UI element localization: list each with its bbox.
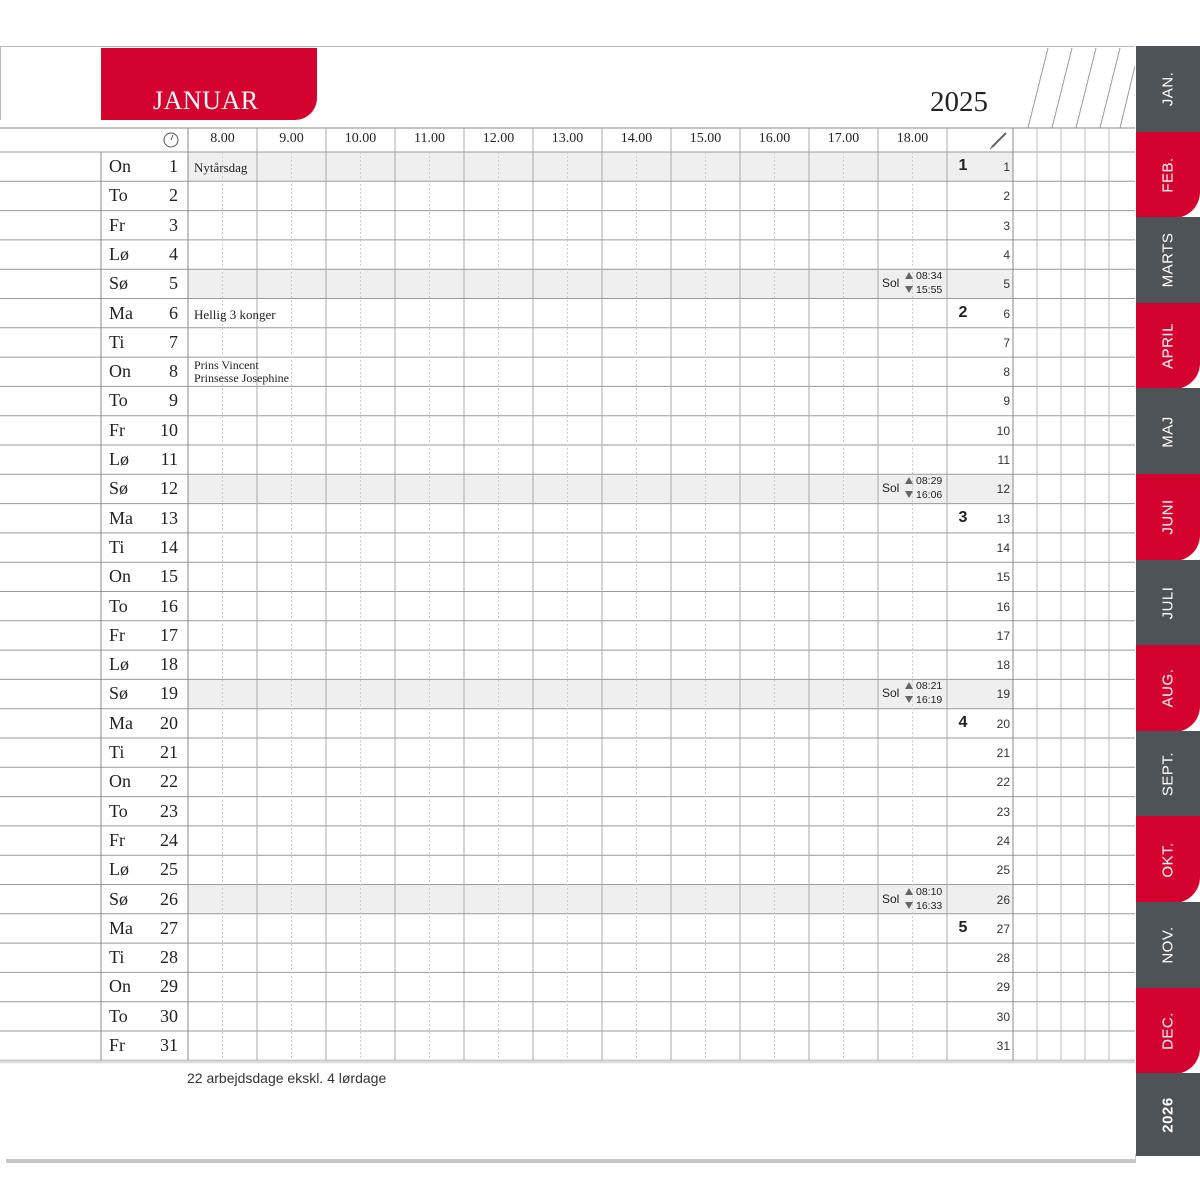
weekday-label: Lø [109, 449, 129, 469]
sunset-time: 15:55 [916, 284, 943, 297]
row-day-number: 30 [996, 1009, 1010, 1024]
row-day-number: 8 [1003, 365, 1010, 380]
hour-label: 12.00 [482, 131, 515, 146]
day-number: 26 [160, 888, 178, 909]
sunset-time: 16:06 [916, 489, 943, 502]
weekday-label: Fr [109, 624, 126, 645]
sunrise-time: 08:21 [916, 680, 943, 693]
month-tab-maj[interactable] [1136, 388, 1200, 475]
hour-label: 18.00 [896, 131, 929, 146]
day-number: 28 [160, 947, 178, 968]
week-number: 3 [958, 508, 968, 526]
weekday-label: Ti [109, 742, 125, 762]
day-number: 16 [160, 595, 178, 616]
day-note: Hellig 3 konger [194, 306, 276, 322]
weekday-label: Ma [109, 507, 133, 528]
sunrise-icon [905, 477, 913, 484]
row-day-number: 25 [996, 863, 1010, 878]
row-day-number: 24 [996, 833, 1010, 848]
sunrise-icon [905, 272, 913, 279]
month-tab-label: DEC. [1159, 1011, 1177, 1050]
month-tab-feb[interactable] [1136, 132, 1200, 219]
hour-label: 14.00 [620, 131, 653, 146]
month-tab-label: APRIL [1159, 323, 1177, 370]
row-day-number: 14 [996, 540, 1010, 555]
sun-times [880, 885, 946, 914]
day-number: 23 [160, 800, 178, 821]
month-tab-label: FEB. [1159, 157, 1177, 193]
row-day-number: 19 [996, 687, 1010, 702]
sunset-icon [905, 696, 913, 703]
day-number: 15 [160, 566, 178, 587]
month-tab-label: JUNI [1159, 499, 1177, 535]
day-number: 31 [160, 1035, 178, 1055]
row-day-number: 26 [996, 892, 1010, 907]
sunset-icon [905, 286, 913, 293]
day-number: 12 [160, 478, 178, 499]
weekday-label: Lø [109, 243, 129, 264]
month-tab-dec[interactable] [1136, 988, 1200, 1075]
month-title: JANUAR [153, 86, 259, 115]
day-number: 21 [160, 742, 178, 762]
month-tab-marts[interactable] [1136, 217, 1200, 304]
pencil-icon [990, 133, 1006, 149]
bottom-rule [0, 1060, 1135, 1063]
weekday-label: To [109, 800, 128, 821]
day-number: 20 [160, 712, 178, 733]
month-tab-sept[interactable] [1136, 731, 1200, 818]
hour-label: 17.00 [827, 131, 860, 146]
sunset-time: 16:33 [916, 899, 943, 912]
sunrise-time: 08:34 [916, 270, 943, 283]
row-day-number: 27 [996, 921, 1010, 936]
weekday-label: On [109, 156, 131, 176]
row-day-number: 22 [996, 775, 1010, 790]
row-day-number: 1 [1003, 160, 1010, 174]
hour-label: 8.00 [210, 131, 235, 146]
week-number: 5 [958, 918, 968, 936]
row-day-number: 18 [996, 658, 1010, 673]
day-number: 17 [160, 624, 178, 645]
sun-times [880, 269, 946, 298]
weekday-label: Fr [109, 419, 126, 440]
day-number: 18 [160, 654, 178, 675]
weekday-label: Ma [109, 712, 133, 733]
sun-label: Sol [882, 481, 900, 496]
day-number: 27 [160, 917, 178, 938]
row-day-number: 23 [996, 804, 1010, 819]
row-day-number: 16 [996, 599, 1010, 614]
month-tab-label: SEPT. [1159, 752, 1177, 797]
day-number: 14 [160, 536, 178, 557]
month-tab-label: OKT. [1159, 842, 1177, 878]
weekday-label: To [109, 1005, 128, 1026]
note-line: Prinsesse Josephine [194, 371, 289, 386]
weekday-label: Ti [109, 331, 125, 352]
weekday-label: Sø [109, 683, 129, 704]
month-tab-label: 2026 [1159, 1096, 1177, 1133]
weekday-label: To [109, 185, 128, 206]
day-number: 4 [169, 243, 178, 264]
day-number: 30 [160, 1005, 178, 1026]
note-line: Prins Vincent [194, 358, 259, 373]
row-day-number: 17 [996, 628, 1010, 643]
weekday-label: Sø [109, 273, 129, 294]
row-day-number: 20 [996, 716, 1010, 731]
row-day-number: 10 [996, 423, 1010, 438]
month-tab-juni[interactable] [1136, 474, 1200, 561]
week-number: 4 [958, 713, 968, 731]
row-day-number: 7 [1003, 335, 1010, 350]
day-number: 8 [169, 361, 178, 382]
sunrise-time: 08:29 [916, 475, 943, 488]
hour-label: 13.00 [551, 131, 584, 146]
year-title: 2025 [930, 86, 988, 118]
day-number: 3 [169, 214, 178, 235]
weekday-label: Ti [109, 947, 125, 968]
weekday-label: Ma [109, 917, 133, 938]
day-number: 25 [160, 859, 178, 880]
month-tab-label: MARTS [1159, 233, 1177, 288]
sunrise-time: 08:10 [916, 885, 943, 898]
row-day-number: 2 [1003, 189, 1010, 204]
row-day-number: 6 [1003, 306, 1010, 321]
month-tab-okt[interactable] [1136, 816, 1200, 903]
holiday-shade [188, 152, 1013, 181]
weekday-label: On [109, 566, 131, 587]
row-day-number: 3 [1003, 218, 1010, 233]
workday-summary: 22 arbejdsdage ekskl. 4 lørdage [187, 1070, 387, 1086]
weekday-label: Lø [109, 859, 129, 880]
sun-label: Sol [882, 276, 900, 291]
weekday-label: Lø [109, 654, 129, 675]
row-day-number: 4 [1003, 247, 1010, 262]
month-tab-april[interactable] [1136, 303, 1200, 390]
day-number: 22 [160, 771, 178, 792]
day-note [194, 359, 289, 385]
month-tab-label: JULI [1159, 586, 1177, 620]
week-number: 2 [958, 303, 968, 321]
day-number: 9 [169, 390, 178, 411]
row-day-number: 12 [996, 482, 1010, 497]
month-tab-2026[interactable] [1136, 1073, 1200, 1156]
day-number: 13 [160, 507, 178, 528]
day-number: 11 [160, 449, 178, 469]
sun-times [880, 474, 946, 503]
sun-times [880, 679, 946, 708]
month-tab-nov[interactable] [1136, 902, 1200, 989]
row-day-number: 21 [996, 746, 1010, 760]
hour-label: 11.00 [414, 131, 445, 146]
month-tab-jan[interactable] [1136, 46, 1200, 133]
day-number: 7 [169, 331, 178, 352]
weekday-label: Fr [109, 214, 126, 235]
day-number: 1 [169, 156, 178, 176]
row-day-number: 9 [1003, 394, 1010, 409]
day-number: 10 [160, 419, 178, 440]
day-number: 6 [169, 302, 178, 323]
sun-label: Sol [882, 686, 900, 701]
sun-label: Sol [882, 891, 900, 906]
weekday-label: On [109, 976, 131, 997]
hour-label: 9.00 [279, 131, 304, 146]
day-number: 24 [160, 829, 178, 850]
row-day-number: 29 [996, 980, 1010, 995]
weekday-label: Fr [109, 829, 126, 850]
clock-hand [171, 135, 173, 140]
weekday-label: To [109, 390, 128, 411]
weekday-label: Ma [109, 302, 133, 323]
month-tab-aug[interactable] [1136, 645, 1200, 732]
row-day-number: 28 [996, 951, 1010, 966]
sunset-icon [905, 491, 913, 498]
weekday-label: Sø [109, 478, 129, 499]
row-day-number: 13 [996, 511, 1010, 526]
day-note: Nytårsdag [194, 160, 248, 175]
hour-label: 16.00 [758, 131, 791, 146]
row-day-number: 31 [996, 1039, 1010, 1053]
week-number: 1 [958, 157, 968, 174]
sunset-icon [905, 902, 913, 909]
day-number: 2 [169, 185, 178, 206]
weekday-label: To [109, 595, 128, 616]
row-day-number: 5 [1003, 277, 1010, 292]
month-tab-label: NOV. [1159, 926, 1177, 964]
sunrise-icon [905, 682, 913, 689]
sunset-time: 16:19 [916, 694, 943, 707]
month-tab-label: MAJ [1159, 415, 1177, 448]
hour-label: 15.00 [689, 131, 722, 146]
row-day-number: 15 [996, 570, 1010, 585]
weekday-label: Fr [109, 1035, 126, 1055]
day-number: 19 [160, 683, 178, 704]
row-day-number: 11 [997, 453, 1010, 467]
weekday-label: Sø [109, 888, 129, 909]
month-tab-juli[interactable] [1136, 560, 1200, 647]
weekday-label: Ti [109, 536, 125, 557]
weekday-label: On [109, 361, 131, 382]
weekday-label: On [109, 771, 131, 792]
day-number: 29 [160, 976, 178, 997]
month-tab-label: AUG. [1159, 669, 1177, 708]
day-number: 5 [169, 273, 178, 294]
sunrise-icon [905, 888, 913, 895]
month-tab-label: JAN. [1159, 72, 1177, 107]
hour-label: 10.00 [344, 131, 377, 146]
